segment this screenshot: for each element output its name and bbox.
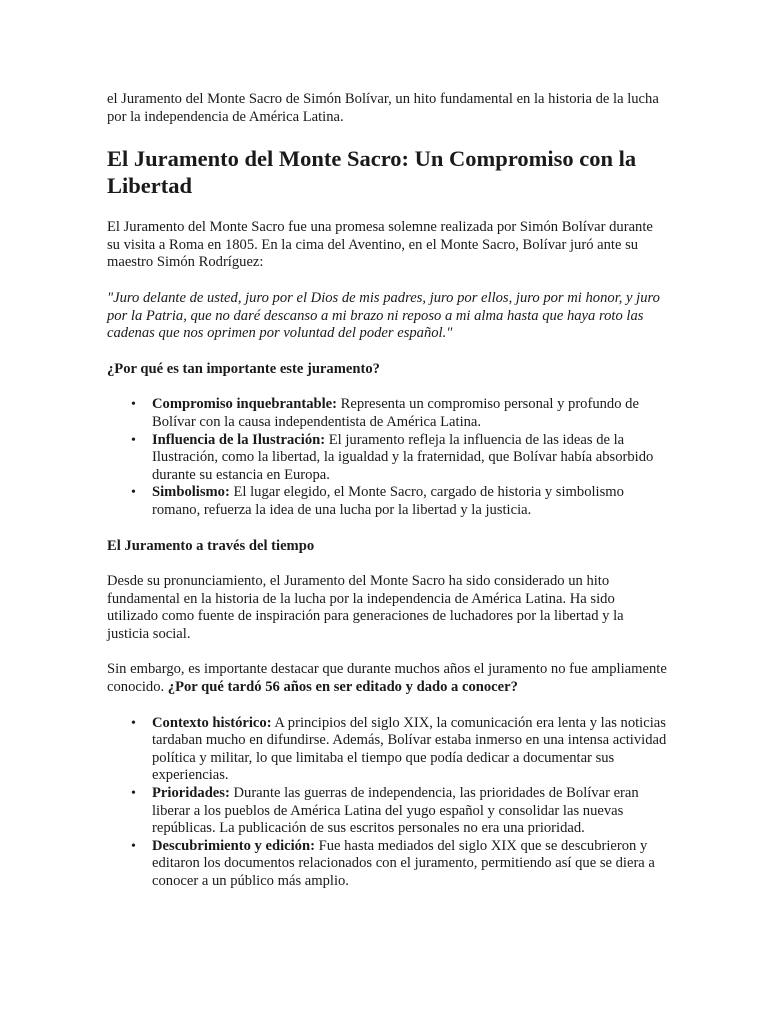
- list-item-term: Influencia de la Ilustración:: [152, 431, 326, 448]
- list-item-text: Representa un compromiso personal y profundo de Bolívar con la causa independentista de América Latina.: [152, 396, 639, 430]
- list-item-term: Descubrimiento y edición:: [152, 837, 315, 854]
- bullet-icon: •: [131, 485, 136, 501]
- bullet-icon: •: [131, 432, 136, 448]
- paragraph-3-text: Sin embargo, es importante destacar que durante muchos años el juramento no fue ampliamente conocido.: [107, 661, 667, 696]
- list-item-text: El lugar elegido, el Monte Sacro, cargado de historia y simbolismo romano, refuerza la idea de una lucha por la libertad y la justicia.: [152, 484, 624, 518]
- intro-paragraph: el Juramento del Monte Sacro de Simón Bolívar, un hito fundamental en la historia de la lucha por la independencia de América Latina.: [107, 91, 659, 125]
- oath-quote: "Juro delante de usted, juro por el Dios de mis padres, juro por ellos, juro por mi honor, y juro por la Patria, que no daré descanso a mi brazo ni reposo a mi alma hasta que haya roto las cadenas que nos oprimen por voluntad del poder español.": [107, 289, 660, 342]
- importance-list: [107, 396, 668, 519]
- list-item-term: Contexto histórico:: [152, 714, 272, 731]
- bullet-icon: •: [131, 838, 136, 854]
- list-item: [131, 484, 668, 519]
- list-item-text: El juramento refleja la influencia de las ideas de la Ilustración, como la libertad, la igualdad y la fraternidad, que Bolívar había absorbido durante su estancia en Europa.: [152, 431, 654, 483]
- list-item-text: Fue hasta mediados del siglo XIX que se descubrieron y editaron los documentos relacionados con el juramento, permitiendo así que se diera a conocer a un público más amplio.: [152, 837, 655, 889]
- paragraph-3-question: ¿Por qué tardó 56 años en ser editado y dado a conocer?: [167, 679, 518, 696]
- section-heading-2: El Juramento a través del tiempo: [107, 537, 315, 554]
- list-item: [131, 396, 668, 431]
- list-item-term: Simbolismo:: [152, 484, 230, 501]
- bullet-icon: •: [131, 786, 136, 802]
- list-item: [131, 837, 668, 891]
- list-item-term: Prioridades:: [152, 785, 230, 802]
- paragraph-1: El Juramento del Monte Sacro fue una promesa solemne realizada por Simón Bolívar durante su visita a Roma en 1805. En la cima del Aventino, en el Monte Sacro, Bolívar juró ante su maestro Simón Rodríguez:: [107, 219, 653, 271]
- list-item-term: Compromiso inquebrantable:: [152, 396, 338, 413]
- bullet-icon: •: [131, 715, 136, 731]
- list-item-text: A principios del siglo XIX, la comunicación era lenta y las noticias tardaban mucho en difundirse. Además, Bolívar estaba inmerso en una intensa actividad política y militar, lo que limitaba el tiempo que podía dedicar a documentar sus experiencias.: [152, 714, 667, 784]
- list-item: [131, 714, 668, 785]
- list-item: [131, 431, 668, 485]
- reasons-list: [107, 715, 668, 891]
- list-item-text: Durante las guerras de independencia, las prioridades de Bolívar eran liberar a los pueblos de América Latina del yugo español y consolidar las nuevas repúblicas. La publicación de sus escritos personales no era una prioridad.: [152, 785, 639, 837]
- paragraph-3: [107, 661, 668, 696]
- paragraph-2: Desde su pronunciamiento, el Juramento del Monte Sacro ha sido considerado un hito fundamental en la historia de la lucha por la independencia de América Latina. Ha sido utilizado como fuente de inspiración para generaciones de luchadores por la libertad y la justicia social.: [107, 573, 624, 642]
- question-heading-1: ¿Por qué es tan importante este juramento?: [107, 360, 380, 377]
- bullet-icon: •: [131, 397, 136, 413]
- list-item: [131, 785, 668, 838]
- page-title: El Juramento del Monte Sacro: Un Compromiso con la Libertad: [107, 146, 637, 199]
